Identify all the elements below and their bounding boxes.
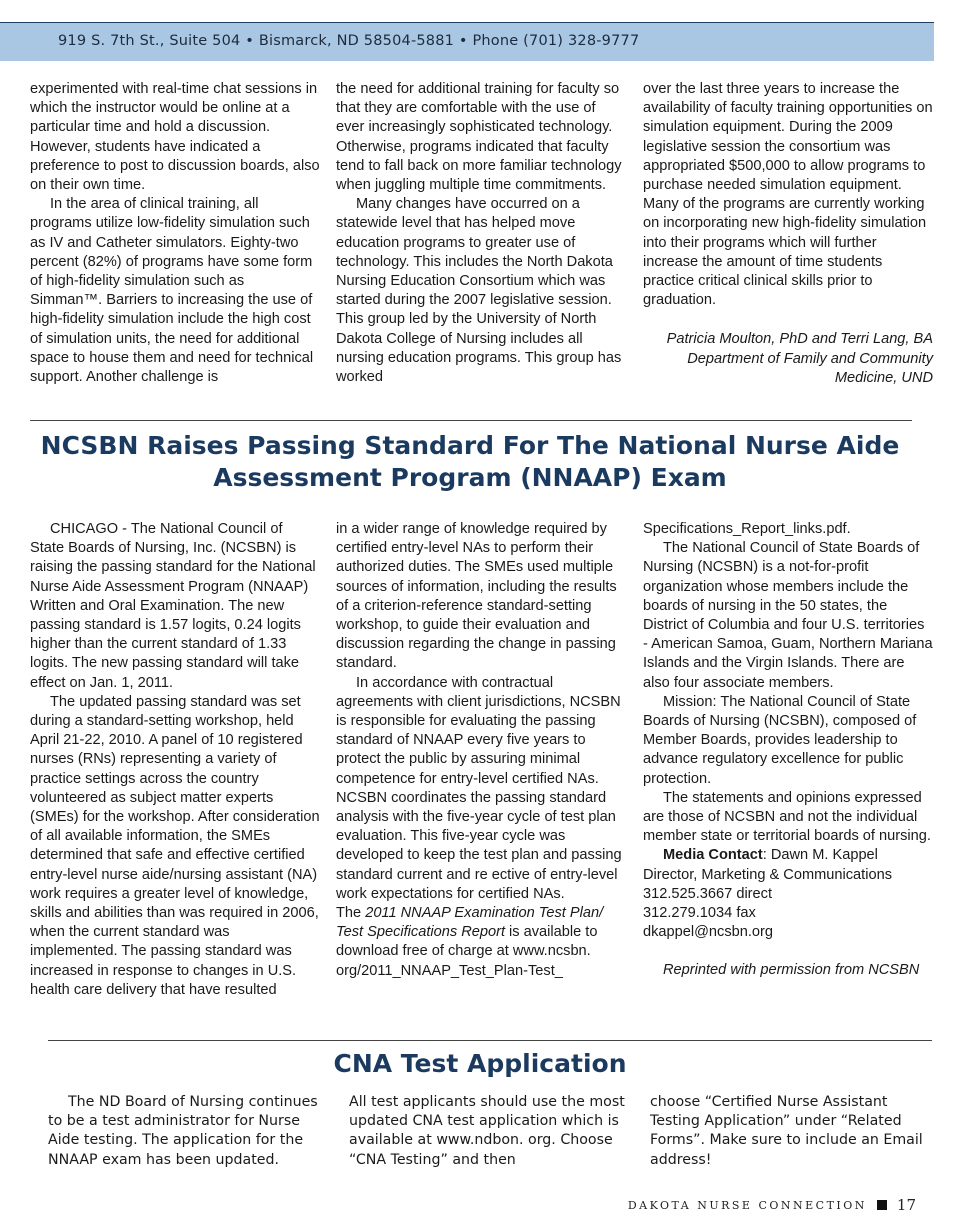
paragraph: The National Council of State Boards of Nursing (NCSBN) is a not-for-profit organization whose members include the boards of nursing in the 50 states, the District of Columbia and four U.S. territories - American Samoa, Guam, Northern Mariana Islands and the Virgin Islands. There are also four associate members. (643, 540, 933, 691)
paragraph: The statements and opinions expressed are those of NCSBN and not the individual member state or territorial boards of nursing. (643, 789, 931, 845)
header-band (0, 22, 934, 61)
report-title: 2011 NNAAP Examination Test Plan/ Test Specifications Report (336, 905, 604, 941)
article1-column-2 (336, 80, 626, 387)
publication-name: DAKOTA NURSE CONNECTION (627, 1198, 867, 1212)
contact-line: 312.279.1034 fax (643, 905, 756, 922)
page-number: 17 (896, 1196, 916, 1214)
paragraph: The 2011 NNAAP Examination Test Plan/ Test Specifications Report is available to download free of charge at www.ncsbn. org/2011_NNAAP_Test_Plan-Test_ (336, 905, 604, 979)
article3-headline: CNA Test Application (333, 1049, 627, 1078)
paragraph: Mission: The National Council of State Boards of Nursing (NCSBN), composed of Member Boards, provides leadership to advance regulatory excellence for public protection. (643, 693, 917, 787)
paragraph: over the last three years to increase the availability of faculty training opportunities on simulation equipment. During the 2009 legislative session the consortium was appropriated $500,000 to allow programs to purchase needed simulation equipment. Many of the programs are currently working on incorporating new high-fidelity simulation into their programs which will further increase the amount of time students practice critical clinical skills prior to graduation. (643, 81, 933, 309)
paragraph: CHICAGO - The National Council of State Boards of Nursing, Inc. (NCSBN) is raising the passing standard for the National Nurse Aide Assessment Program (NNAAP) Written and Oral Examination. The new passing standard is 1.57 logits, 0.24 logits higher than the current standard of 1.33 logits. The new passing standard will take effect on Jan. 1, 2011. (30, 521, 316, 691)
paragraph: experimented with real-time chat sessions in which the instructor would be online at a particular time and hold a discussion. However, students have indicated a preference to post to discussion boards, also on their own time. (30, 81, 320, 194)
media-contact: Media Contact: Dawn M. Kappel (663, 847, 878, 864)
paragraph: in a wider range of knowledge required by certified entry-level NAs to perform their authorized duties. The SMEs used multiple sources of information, including the results of a criterion-reference standard-setting workshop, to guide their evaluation and discussion regarding the change in passing standard. (336, 521, 617, 672)
contact-line: 312.525.3667 direct (643, 885, 773, 902)
article3-column-3 (650, 1093, 936, 1170)
paragraph: Specifications_Report_links.pdf. (643, 521, 851, 537)
paragraph: In the area of clinical training, all programs utilize low-fidelity simulation such as IV and Catheter simulators. Eighty-two percent (82%) of programs have some form of high-fidelity simulation such as Simman™. Barriers to increasing the use of high-fidelity simulation include the high cost of simulation units, the need for additional space to house them and need for technical support. Another challenge is (30, 196, 314, 386)
paragraph: All test applicants should use the most updated CNA test application which is available at www.ndbon. org. Choose “CNA Testing” and then (349, 1094, 625, 1168)
article2-column-1 (30, 520, 320, 1000)
article1-column-1 (30, 80, 320, 387)
header-address: 919 S. 7th St., Suite 504 • Bismarck, ND 58504-5881 • Phone (701) 328-9777 (58, 33, 640, 49)
divider (48, 1040, 932, 1041)
page-footer (628, 1196, 916, 1214)
headline-line: Assessment Program (NNAAP) Exam (213, 463, 727, 492)
signature-line: Patricia Moulton, PhD and Terri Lang, BA (666, 331, 933, 348)
square-bullet-icon (877, 1200, 887, 1210)
contact-line: Director, Marketing & Communications (643, 866, 892, 883)
paragraph: The ND Board of Nursing continues to be a test administrator for Nurse Aide testing. The application for the NNAAP exam has been updated. (48, 1094, 318, 1168)
divider (30, 420, 912, 421)
signature-line: Department of Family and Community (687, 350, 933, 367)
paragraph: The updated passing standard was set during a standard-setting workshop, held April 21-22, 2010. A panel of 10 registered nurses (RNs) representing a variety of practice settings across the country volunteered as subject matter experts (SMEs) for the workshop. After consideration of all available information, the SMEs determined that safe and effective certified entry-level nurse aide/nursing assistant (NA) work requires a greater level of knowledge, skills and abilities than was required in 2006, when the current standard was implemented. The passing standard was increased in response to changes in U.S. health care delivery that have resulted (30, 693, 320, 998)
contact-line: dkappel@ncsbn.org (643, 924, 774, 941)
signature-line: Medicine, UND (834, 369, 933, 386)
paragraph: the need for additional training for faculty so that they are comfortable with the use of ever increasingly sophisticated technology. Otherwise, programs indicated that faculty tend to fall back on more familiar technology when juggling multiple time commitments. (336, 81, 622, 194)
paragraph: In accordance with contractual agreements with client jurisdictions, NCSBN is responsible for evaluating the passing standard of NNAAP every five years to protect the public by assuring minimal competence for entry-level certified NAs. NCSBN coordinates the passing standard analysis with the five-year cycle of test plan evaluation. This five-year cycle was developed to keep the test plan and passing standard current and re ective of entry-level work expectations for certified NAs. (336, 674, 622, 902)
article2-column-3 (643, 520, 933, 981)
article3-column-1 (48, 1093, 334, 1170)
article1-column-3 (643, 80, 933, 388)
paragraph: choose “Certified Nurse Assistant Testing Application” under “Related Forms”. Make sure to include an Email address! (650, 1094, 923, 1168)
article2-column-2 (336, 520, 626, 981)
article3-column-2 (349, 1093, 635, 1170)
article2-headline (30, 430, 910, 494)
paragraph: Many changes have occurred on a statewide level that has helped move education programs to greater use of technology. This includes the North Dakota Nursing Education Consortium which was started during the 2007 legislative session. This group led by the University of North Dakota College of Nursing includes all nursing education programs. This group has worked (336, 196, 622, 386)
reprint-note: Reprinted with permission from NCSBN (663, 962, 920, 979)
headline-line: NCSBN Raises Passing Standard For The National Nurse Aide (40, 431, 900, 460)
